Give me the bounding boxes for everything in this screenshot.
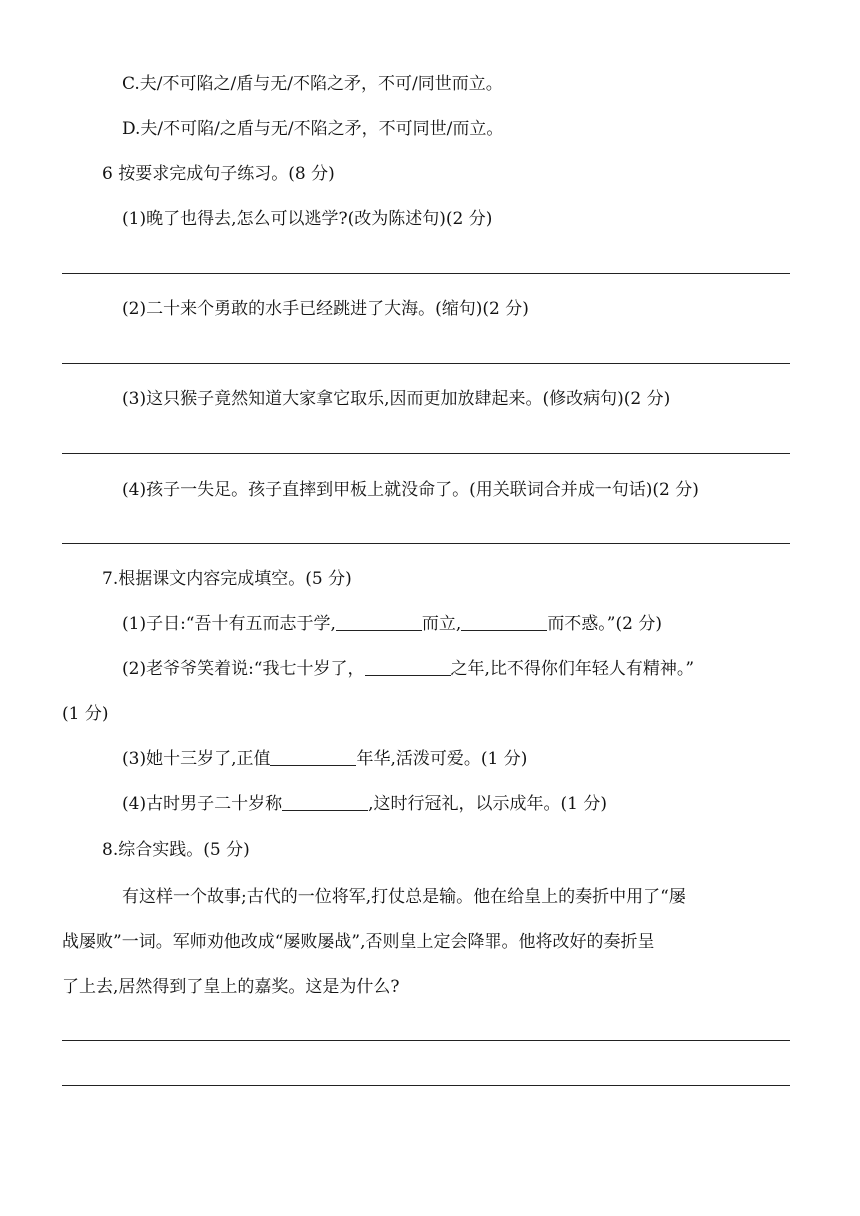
question-7-title: 7.根据课文内容完成填空。(5 分) — [102, 569, 352, 589]
q7-item-4-part-a: (4)古时男子二十岁称 — [122, 794, 283, 814]
q8-paragraph-line-3: 了上去,居然得到了皇上的嘉奖。这是为什么? — [62, 977, 400, 997]
fill-blank — [461, 612, 547, 631]
q7-item-3 — [122, 747, 527, 771]
q6-item-3: (3)这只猴子竟然知道大家拿它取乐,因而更加放肆起来。(修改病句)(2 分) — [122, 389, 671, 409]
option-c: C.夫/不可陷之/盾与无/不陷之矛，不可/同世而立。 — [122, 74, 503, 94]
q7-item-2-part-b: 之年,比不得你们年轻人有精神。” — [450, 659, 695, 679]
option-d: D.夫/不可陷/之盾与无/不陷之矛，不可同世/而立。 — [122, 119, 504, 139]
q7-item-4 — [122, 792, 607, 816]
fill-blank — [365, 657, 451, 676]
q7-item-1-part-c: 而不惑。”(2 分) — [547, 614, 662, 634]
answer-line — [62, 543, 790, 544]
q7-item-3-part-b: 年华,活泼可爱。(1 分) — [356, 749, 528, 769]
q8-paragraph-line-2: 战屡败”一词。军师劝他改成“屡败屡战”,否则皇上定会降罪。他将改好的奏折呈 — [62, 932, 655, 952]
q7-item-1-part-b: 而立, — [421, 614, 462, 634]
answer-line — [62, 363, 790, 364]
answer-line — [62, 1085, 790, 1086]
question-8-title: 8.综合实践。(5 分) — [102, 840, 250, 860]
answer-line — [62, 453, 790, 454]
q7-item-2 — [122, 657, 694, 681]
q6-item-2: (2)二十来个勇敢的水手已经跳进了大海。(缩句)(2 分) — [122, 299, 529, 319]
q7-item-2-score: (1 分) — [62, 704, 109, 724]
q6-item-1: (1)晚了也得去,怎么可以逃学?(改为陈述句)(2 分) — [122, 209, 493, 229]
q7-item-4-part-b: ,这时行冠礼，以示成年。(1 分) — [368, 794, 607, 814]
question-6-title: 6 按要求完成句子练习。(8 分) — [102, 164, 335, 184]
q7-item-1 — [122, 612, 662, 636]
q7-item-2-part-a: (2)老爷爷笑着说:“我七十岁了， — [122, 659, 365, 679]
fill-blank — [282, 792, 368, 811]
q7-item-3-part-a: (3)她十三岁了,正值 — [122, 749, 271, 769]
q6-item-4: (4)孩子一失足。孩子直摔到甲板上就没命了。(用关联词合并成一句话)(2 分) — [122, 480, 699, 500]
fill-blank — [270, 747, 356, 766]
answer-line — [62, 273, 790, 274]
q7-item-1-part-a: (1)子日:“吾十有五而志于学, — [122, 614, 336, 634]
answer-line — [62, 1040, 790, 1041]
q8-paragraph-line-1: 有这样一个故事;古代的一位将军,打仗总是输。他在给皇上的奏折中用了“屡 — [122, 887, 686, 907]
fill-blank — [336, 612, 422, 631]
